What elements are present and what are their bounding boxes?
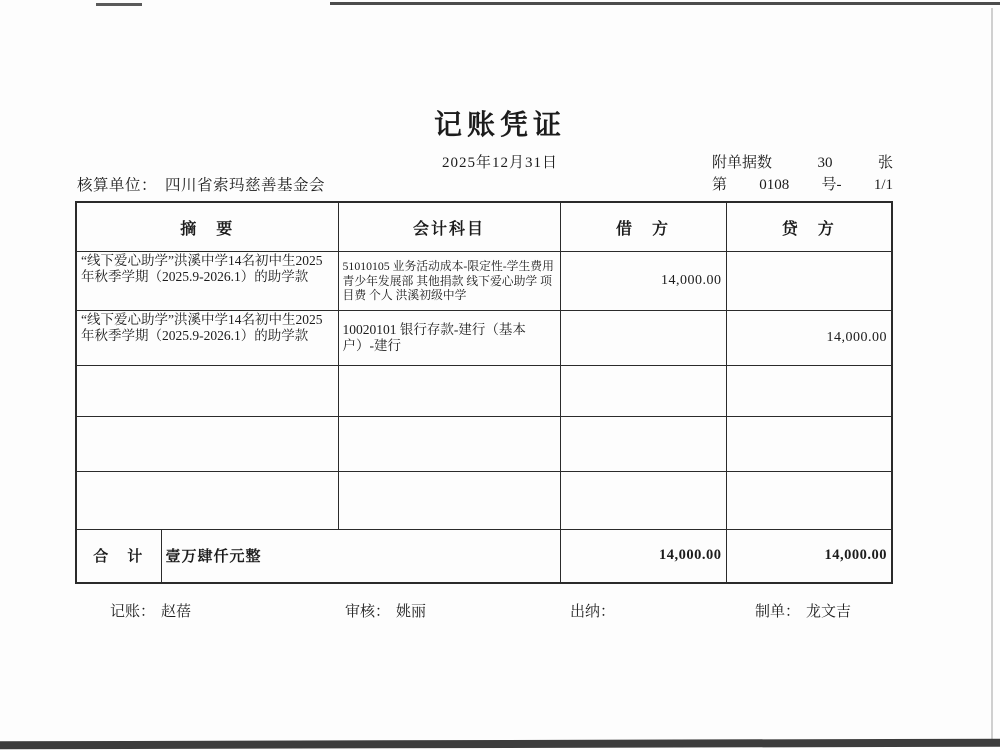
row-summary: “线下爱心助学”洪溪中学14名初中生2025年秋季学期（2025.9-2026.1）的助学款: [76, 252, 338, 311]
row-summary: [76, 472, 338, 530]
bookkeeper-label: 记账：: [110, 604, 156, 620]
table-row-empty: [76, 366, 892, 417]
accounting-unit-name: 四川省索玛慈善基金会: [165, 177, 326, 194]
row-account: 51010105 业务活动成本-限定性-学生费用 青少年发展部 其他捐款 线下爱心助学 项目费 个人 洪溪初级中学: [338, 252, 560, 311]
scan-edge-top: [330, 2, 1000, 5]
row-summary: [76, 417, 338, 472]
signature-line: [0, 600, 1000, 624]
header-summary: 摘 要: [76, 202, 338, 252]
preparer-signature: [755, 600, 851, 621]
total-debit: 14,000.00: [560, 530, 726, 583]
row-credit: [726, 417, 892, 472]
row-credit: [726, 366, 892, 417]
reviewer-signature: [345, 600, 426, 621]
preparer-label: 制单：: [755, 604, 801, 620]
voucher-date: 2025年12月31日: [441, 155, 558, 171]
attachment-unit: 张: [877, 155, 893, 171]
row-account: [338, 366, 560, 417]
total-credit: 14,000.00: [726, 530, 892, 583]
row-credit: 14,000.00: [726, 311, 892, 366]
table-row-empty: [76, 417, 892, 472]
table-row: [76, 311, 892, 366]
voucher-number-suffix: 号-: [821, 177, 842, 193]
page-title: 记账凭证: [433, 110, 566, 141]
row-debit: [560, 366, 726, 417]
row-debit: 14,000.00: [560, 252, 726, 311]
accounting-unit: [77, 173, 325, 195]
row-debit: [560, 472, 726, 530]
scan-edge-bottom: [0, 739, 1000, 750]
row-debit: [560, 311, 726, 366]
table-total-row: [76, 530, 892, 583]
row-account: 10020101 银行存款-建行（基本户）-建行: [338, 311, 560, 366]
cashier-signature: [570, 600, 621, 621]
page-indicator: 1/1: [873, 177, 893, 193]
row-credit: [726, 472, 892, 530]
bookkeeper-name: 赵蓓: [161, 604, 192, 620]
preparer-name: 龙文吉: [806, 604, 852, 620]
table-row-empty: [76, 472, 892, 530]
attachment-label: 附单据数: [712, 155, 773, 171]
header-debit: 借 方: [560, 202, 726, 252]
table-row: [76, 252, 892, 311]
attachment-count: 30: [817, 155, 833, 171]
voucher-number-prefix: 第: [712, 177, 728, 193]
cashier-label: 出纳：: [570, 604, 616, 620]
voucher-number: 0108: [759, 177, 790, 193]
accounting-unit-label: 核算单位：: [77, 177, 158, 194]
row-credit: [726, 252, 892, 311]
row-account: [338, 472, 560, 530]
scan-edge-top-left: [96, 3, 142, 6]
header-credit: 贷 方: [726, 202, 892, 252]
reviewer-label: 审核：: [345, 604, 391, 620]
total-label: 合 计: [76, 530, 161, 583]
row-summary: “线下爱心助学”洪溪中学14名初中生2025年秋季学期（2025.9-2026.1）的助学款: [76, 311, 338, 366]
row-account: [338, 417, 560, 472]
attachment-info: [712, 151, 893, 172]
voucher-number-line: [712, 173, 893, 194]
reviewer-name: 姚丽: [396, 604, 427, 620]
bookkeeper-signature: [110, 600, 191, 621]
total-amount-in-words: 壹万肆仟元整: [161, 530, 560, 583]
voucher-table: [75, 201, 893, 584]
table-header-row: [76, 202, 892, 252]
header-account: 会计科目: [338, 202, 560, 252]
row-debit: [560, 417, 726, 472]
row-summary: [76, 366, 338, 417]
